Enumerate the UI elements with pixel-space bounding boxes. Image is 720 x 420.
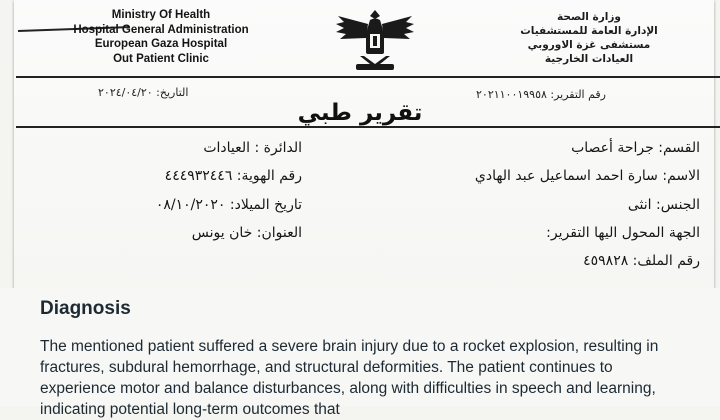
report-title: تقرير طبي (297, 100, 423, 126)
field-file-number: رقم الملف: ٤٥٩٨٢٨ (583, 253, 700, 269)
report-date: التاريخ: ٢٠٢٤/٠٤/٢٠ (98, 86, 189, 99)
report-number: رقم التقرير: ٢٠٢١١٠٠١٩٩٥٨ (476, 88, 606, 101)
header-en-line1: Ministry Of Health (111, 9, 211, 21)
diagnosis-text: The mentioned patient suffered a severe brain injury due to a rocket explosion, resulting in fractures, subdural hemorrhage, and structural deformities. The patient continues to experience motor and balance disturbances, along with difficulties in speech and learning, indicating potential long-term outcomes that (40, 338, 659, 418)
header-ar-line4: العيادات الخارجية (544, 53, 634, 65)
field-id-number: رقم الهوية: ٤٤٤٩٣٢٤٤٦ (164, 168, 302, 184)
field-birth-date: تاريخ الميلاد: ٠٨/١٠/٢٠٢٠ (155, 197, 302, 213)
header-ar-line1: وزارة الصحة (557, 11, 621, 23)
field-gender: الجنس: انثى (627, 197, 700, 213)
diagnosis-heading: Diagnosis (40, 298, 131, 319)
field-referred-to: الجهة المحول اليها التقرير: (546, 225, 700, 241)
field-address: العنوان: خان يونس (191, 225, 302, 241)
field-department: القسم: جراحة أعصاب (571, 140, 700, 156)
header-ar-line3: مستشفى غزة الاوروبي (527, 39, 651, 51)
header-ar-line2: الإدارة العامة للمستشفيات (520, 25, 658, 37)
arabic-header (504, 10, 674, 66)
field-circle: الدائرة : العيادات (203, 140, 302, 156)
header-divider-bottom (16, 126, 720, 128)
eagle-emblem-icon (330, 6, 420, 74)
header-en-line3: European Gaza Hospital (94, 38, 228, 50)
header-en-line4: Out Patient Clinic (113, 52, 209, 65)
field-name: الاسم: سارة احمد اسماعيل عبد الهادي (474, 168, 700, 184)
header-en-line2: Hospital General Administration (73, 23, 249, 36)
header-divider-top (16, 76, 720, 78)
english-header (36, 8, 286, 66)
